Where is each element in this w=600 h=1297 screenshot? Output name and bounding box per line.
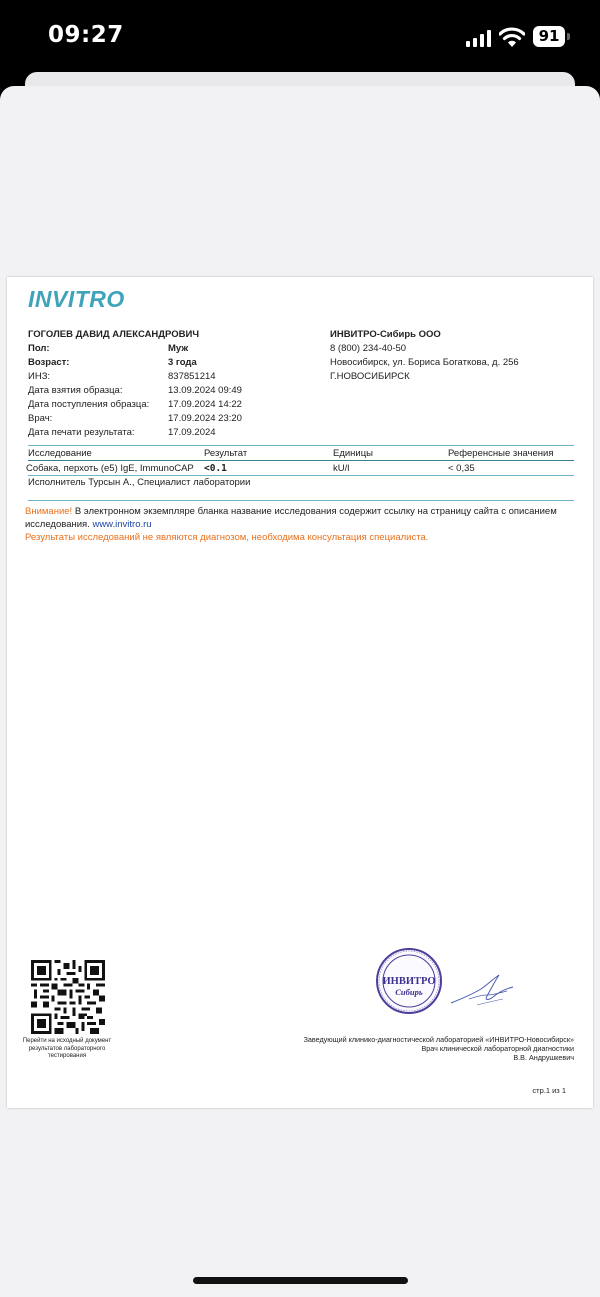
status-time: 09:27: [48, 22, 124, 48]
lab-name: ИНВИТРО-Сибирь ООО: [330, 329, 441, 340]
result-value: <0.1: [204, 463, 227, 474]
battery-icon: 91: [533, 26, 565, 47]
field-value: 13.09.2024 09:49: [168, 385, 242, 396]
field-label: Врач:: [28, 413, 53, 424]
qr-code-icon[interactable]: [31, 960, 105, 1034]
field-value: 837851214: [168, 371, 216, 382]
table-header-result: Результат: [204, 448, 248, 459]
lab-result-document[interactable]: [7, 277, 593, 1108]
lab-city: Г.НОВОСИБИРСК: [330, 371, 410, 382]
performer: Исполнитель Турсын А., Специалист лаборатории: [28, 477, 251, 488]
field-label: Дата поступления образца:: [28, 399, 150, 410]
table-header-reference: Референсные значения: [448, 448, 554, 459]
field-label: Возраст:: [28, 357, 70, 368]
table-row-rule: [28, 475, 574, 476]
field-value: 17.09.2024 23:20: [168, 413, 242, 424]
signature-block: [304, 1035, 574, 1062]
signature-icon: [447, 969, 517, 1011]
result-reference: < 0,35: [448, 463, 475, 474]
status-bar: [0, 0, 600, 75]
lab-address: Новосибирск, ул. Бориса Богаткова, д. 256: [330, 357, 519, 368]
qr-caption: Перейти на исходный документ результатов лабораторного тестирования: [22, 1038, 112, 1059]
battery-tip: [567, 33, 570, 40]
table-header-test: Исследование: [28, 448, 92, 459]
lab-phone: 8 (800) 234-40-50: [330, 343, 407, 354]
signature-line-1: Заведующий клинико-диагностической лабораторией «ИНВИТРО-Новосибирск»: [303, 1035, 574, 1044]
table-top-rule: [28, 445, 574, 446]
table-header-rule: [28, 460, 574, 461]
field-value: 17.09.2024 14:22: [168, 399, 242, 410]
disclaimer-text: Результаты исследований не являются диагнозом, необходима консультация специалиста.: [25, 532, 429, 543]
invitro-logo: INVITRO: [28, 286, 125, 312]
home-indicator[interactable]: [193, 1277, 408, 1284]
page-number: стр.1 из 1: [532, 1086, 566, 1095]
signature-line-3: В.В. Андрушкевич: [513, 1053, 574, 1062]
cellular-signal-icon: [466, 30, 492, 47]
field-label: Дата взятия образца:: [28, 385, 123, 396]
field-label: Пол:: [28, 343, 50, 354]
invitro-link[interactable]: www.invitro.ru: [92, 519, 152, 530]
stamp-sub: Сибирь: [395, 987, 423, 997]
result-test-name[interactable]: Собака, перхоть (e5) IgE, ImmunoCAP: [26, 463, 194, 474]
result-units: kU/l: [333, 463, 350, 474]
field-label: ИНЗ:: [28, 371, 51, 382]
field-value: 3 года: [168, 357, 197, 368]
table-header-units: Единицы: [333, 448, 374, 459]
signature-line-2: Врач клинической лабораторной диагностики: [421, 1044, 574, 1053]
wifi-icon: [499, 26, 525, 48]
patient-name: ГОГОЛЕВ ДАВИД АЛЕКСАНДРОВИЧ: [28, 329, 200, 340]
notice-block: [25, 505, 581, 544]
table-bottom-rule: [28, 500, 574, 501]
attention-text: В электронном экземпляре бланка название исследования содержит ссылку на страницу сайта с описанием исследования.: [25, 506, 557, 530]
field-value: Муж: [168, 343, 189, 354]
attention-label: Внимание!: [25, 506, 73, 517]
stamp-name: ИНВИТРО: [382, 976, 436, 987]
field-value: 17.09.2024: [168, 427, 216, 438]
stamp-icon: [375, 947, 443, 1015]
field-label: Дата печати результата:: [28, 427, 135, 438]
